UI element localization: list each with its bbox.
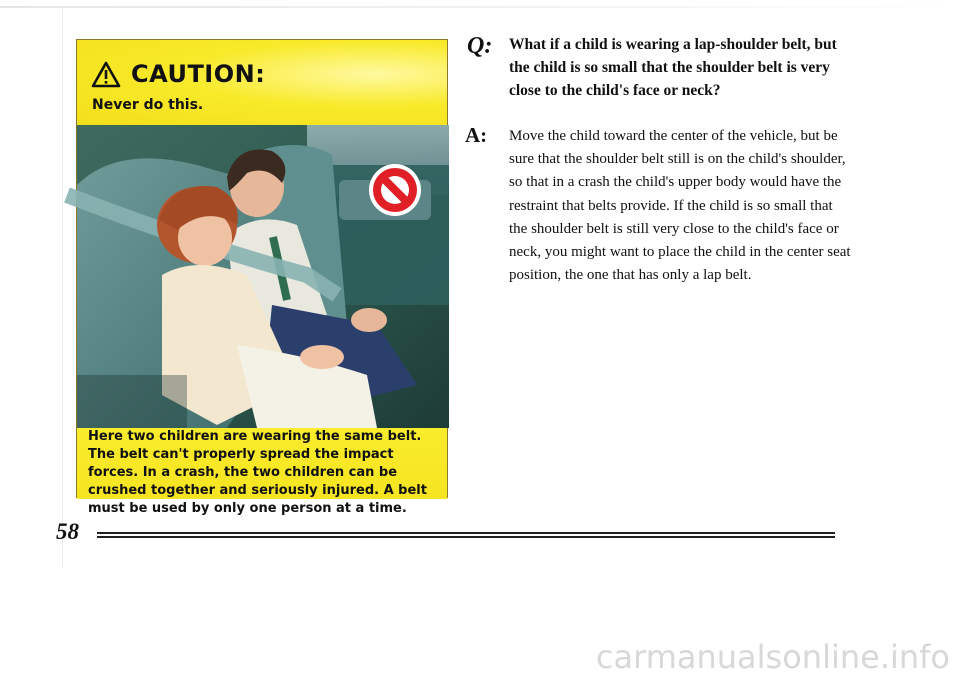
page-top-edge [0,6,960,8]
page-left-edge [62,8,63,568]
caution-box [76,39,448,516]
caution-title: CAUTION: [131,60,266,88]
answer-mark-label: A: [465,123,488,147]
caution-header [77,40,447,125]
illustration-two-children-one-belt [77,125,447,428]
caution-subtitle: Never do this. [92,97,204,113]
watermark: carmanualsonline.info [595,638,950,676]
caution-title-row [91,60,265,88]
answer-text: Move the child toward the center of the vehicle, but be sure that the shoulder belt still is on the child's shoulder, so that in a crash the child's upper body would have the restraint that belts provide. If the child is so small that the shoulder belt is still very close to the child's face or neck, you might want to place the child in the center seat position, the one that has only a lap belt. [509,128,851,284]
prohibited-icon [367,162,423,218]
footer-rule [97,532,835,534]
question-text: What if a child is wearing a lap-shoulder belt, but the child is so small that the shoulder belt is very close to the child's face or neck? [509,36,837,99]
page-number: 58 [56,519,79,544]
caution-caption-box [77,428,447,516]
footer-rule-secondary [97,536,835,538]
caution-caption: Here two children are wearing the same belt. The belt can't properly spread the impact forces. In a crash, the two children can be crushed together and seriously injured. A belt must be used by only one person at a time. [88,429,427,516]
question-mark-label: Q: [467,33,493,59]
warning-triangle-icon [91,61,121,88]
